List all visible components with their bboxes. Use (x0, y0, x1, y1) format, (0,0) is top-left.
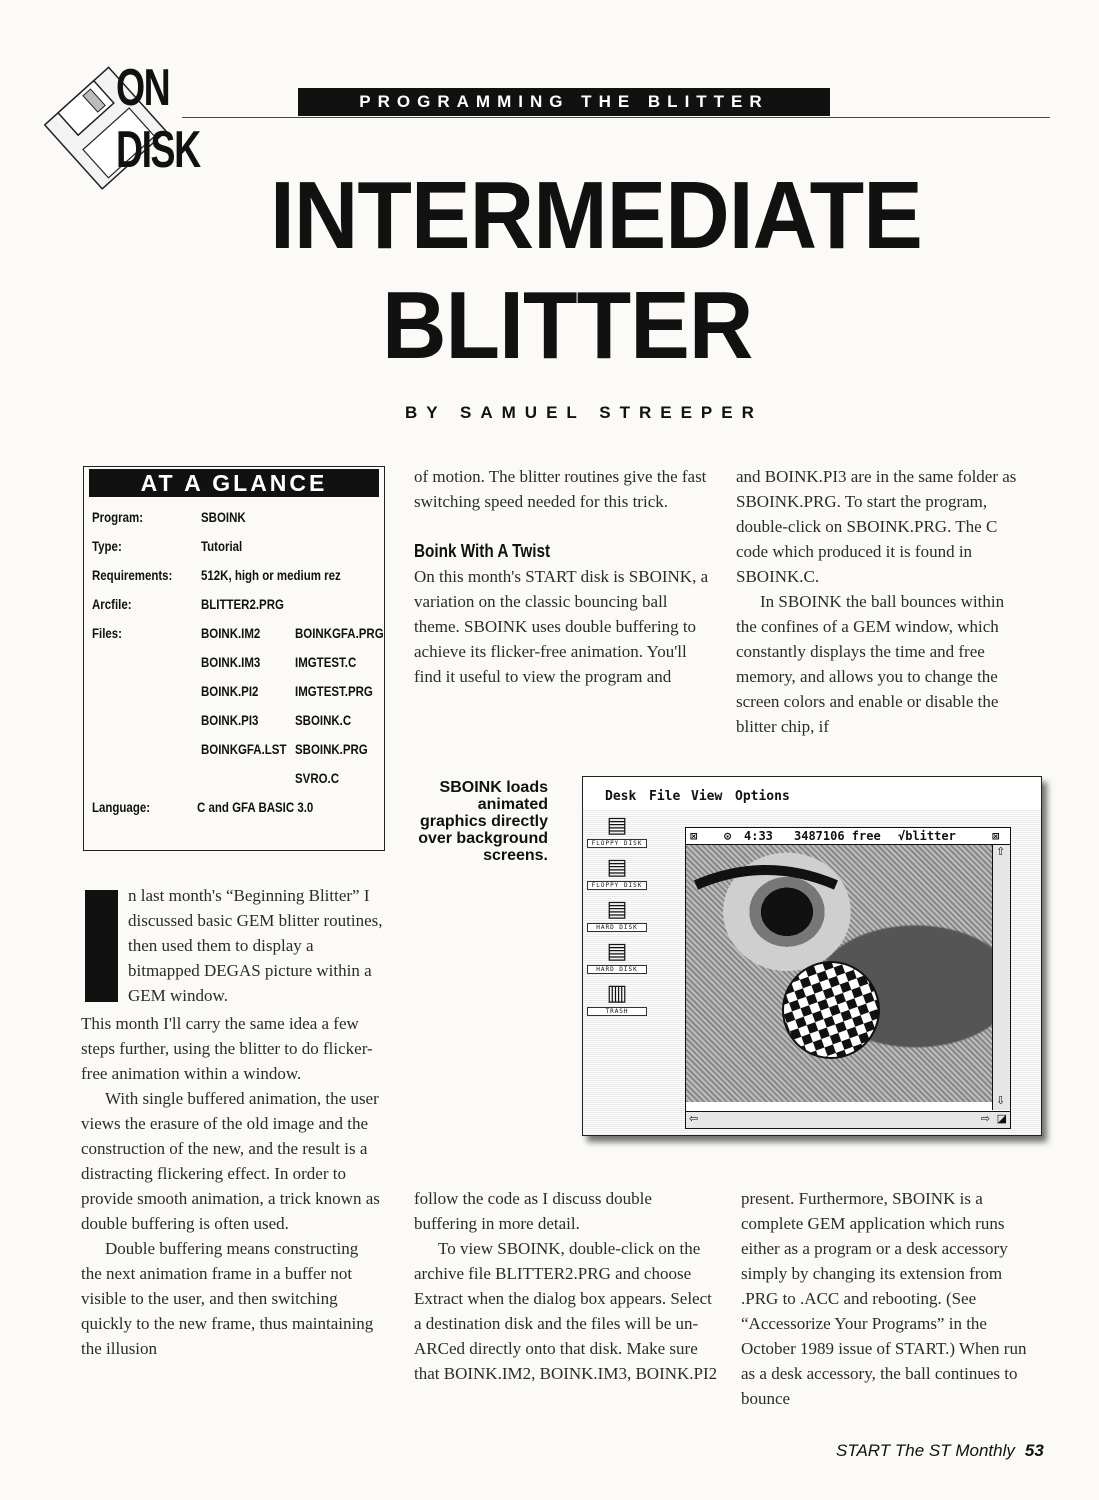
desktop-icon (587, 855, 647, 890)
menu-view: View (691, 789, 723, 804)
glance-value: 512K, high or medium rez (201, 567, 341, 583)
magazine-name: START The ST Monthly (836, 1441, 1015, 1460)
vertical-scrollbar (992, 845, 1010, 1110)
glance-value: SBOINK (201, 509, 246, 525)
paragraph: With single buffered animation, the user views the erasure of the old image and the construction of the new, and the result is a distracting flickering effect. In order to provide smooth animation, a trick known as double buffering is often used. (81, 1089, 380, 1233)
paragraph: On this month's START disk is SBOINK, a variation on the classic bouncing ball theme. SBOINK uses double buffering to achieve its flicker-free animation. You'll find it useful to view the program and (414, 567, 709, 686)
desktop-icon (587, 897, 647, 932)
drop-cap (85, 890, 118, 1002)
blitter-toggle: √blitter (898, 829, 956, 843)
header-rule (182, 117, 1050, 118)
clock-readout: 4:33 (744, 829, 773, 843)
file-name: BOINK.PI2 (201, 683, 259, 699)
desktop-icon (587, 939, 647, 974)
glance-value: C and GFA BASIC 3.0 (197, 799, 314, 815)
window-content-image (686, 845, 992, 1102)
scroll-left-arrow-icon: ⇦ (689, 1112, 699, 1125)
icon-label: FLOPPY DISK (587, 839, 647, 848)
file-name: BOINKGFA.PRG (295, 625, 384, 641)
clock-icon: ⊙ (724, 829, 732, 843)
icon-label: HARD DISK (587, 923, 647, 932)
paragraph: present. Furthermore, SBOINK is a complete GEM application which runs either as a program or a desk accessory simply by changing its extension from .PRG to .ACC and rebooting. (See “Accessorize Your Programs” in the October 1989 issue of START.) When run as a desk accessory, the ball continues to bounce (741, 1189, 1027, 1408)
file-name: BOINKGFA.LST (201, 741, 287, 757)
window-title-bar (686, 828, 1010, 845)
icon-label: HARD DISK (587, 965, 647, 974)
glance-label: Type: (92, 538, 122, 554)
paragraph: This month I'll carry the same idea a few steps further, using the blitter to do flicker-free animation within a window. (81, 1014, 373, 1083)
logo-on: ON (116, 59, 170, 117)
file-name: BOINK.IM2 (201, 625, 261, 641)
glance-label: Language: (92, 799, 151, 815)
file-name: IMGTEST.PRG (295, 683, 373, 699)
logo-disk: DISK (116, 121, 200, 179)
figure-caption: SBOINK loads animated graphics directly over background screens. (418, 779, 548, 864)
column-1-body (81, 1011, 381, 1361)
column-3-top (736, 464, 1026, 739)
column-3-bottom (741, 1186, 1041, 1411)
scroll-down-arrow-icon: ⇩ (996, 1094, 1006, 1107)
page-number: 53 (1024, 1441, 1044, 1460)
glance-value: Tutorial (201, 538, 243, 554)
desktop-icon (587, 981, 647, 1016)
file-name: BOINK.IM3 (201, 654, 261, 670)
title-line-2: BLITTER (382, 272, 753, 379)
on-disk-logo (44, 48, 214, 193)
file-name: SBOINK.C (295, 712, 352, 728)
glance-label: Program: (92, 509, 144, 525)
boink-ball-icon (686, 845, 992, 1102)
paragraph: Double buffering means constructing the next animation frame in a buffer not visible to the user, and then switching quickly to the new frame, thus maintaining the illusion (81, 1239, 374, 1358)
column-1-intro (128, 883, 383, 1008)
glance-label: Files: (92, 625, 122, 641)
memory-readout: 3487106 free (794, 829, 881, 843)
file-name: BOINK.PI3 (201, 712, 259, 728)
glance-header: AT A GLANCE (89, 469, 379, 497)
scroll-up-arrow-icon: ⇧ (996, 845, 1006, 858)
icon-label: TRASH (587, 1007, 647, 1016)
file-name: IMGTEST.C (295, 654, 357, 670)
paragraph: To view SBOINK, double-click on the archive file BLITTER2.PRG and choose Extract when the dialog box appears. Select a destination disk and the files will be un-ARCed directly onto that disk. Make sure that BOINK.IM2, BOINK.IM3, BOINK.PI2 (414, 1239, 718, 1383)
file-name: SVRO.C (295, 770, 340, 786)
icon-label: FLOPPY DISK (587, 881, 647, 890)
paragraph: of motion. The blitter routines give the fast switching speed needed for this trick. (414, 467, 707, 511)
sboink-window (685, 827, 1011, 1129)
gem-menu-bar (583, 777, 1041, 810)
desktop-icon (587, 813, 647, 848)
resize-box-icon: ◪ (996, 1112, 1007, 1125)
title-line-1: INTERMEDIATE (270, 162, 922, 269)
byline: BY SAMUEL STREEPER (405, 403, 763, 422)
drop-cap-letter: I (85, 890, 91, 912)
section-kicker: PROGRAMMING THE BLITTER (298, 88, 830, 116)
glance-label: Arcfile: (92, 596, 132, 612)
hard-disk-drawer-icon: ▤ (606, 939, 628, 964)
page-footer (836, 1441, 1044, 1461)
paragraph: follow the code as I discuss double buffering in more detail. (414, 1189, 652, 1233)
full-box-icon: ⊠ (992, 829, 1000, 843)
scroll-right-arrow-icon: ⇨ (980, 1112, 990, 1125)
paragraph: and BOINK.PI3 are in the same folder as SBOINK.PRG. To start the program, double-click on SBOINK.PRG. The C code which produced it is found in SBOINK.C. (736, 467, 1017, 586)
at-a-glance-box (83, 466, 385, 851)
section-heading: Boink With A Twist (414, 541, 551, 561)
menu-file: File (649, 789, 681, 804)
close-box-icon: ⊠ (690, 829, 698, 843)
floppy-drawer-icon: ▤ (606, 855, 628, 880)
file-name: SBOINK.PRG (295, 741, 368, 757)
horizontal-scrollbar (686, 1111, 1010, 1128)
column-2-bottom (414, 1186, 718, 1386)
paragraph: In SBOINK the ball bounces within the confines of a GEM window, which constantly displays the time and free memory, and allows you to change the screen colors and enable or disable the blitter chip, if (736, 592, 1005, 736)
glance-label: Requirements: (92, 567, 173, 583)
hard-disk-drawer-icon: ▤ (606, 897, 628, 922)
column-2-top (414, 464, 714, 689)
glance-value: BLITTER2.PRG (201, 596, 284, 612)
floppy-drawer-icon: ▤ (606, 813, 628, 838)
menu-desk: Desk (605, 789, 637, 804)
sboink-screenshot (582, 776, 1042, 1136)
paragraph: n last month's “Beginning Blitter” I discussed basic GEM blitter routines, then used them to display a bitmapped DEGAS picture within a GEM window. (128, 886, 383, 1005)
trash-icon: ▥ (606, 981, 628, 1006)
menu-options: Options (735, 789, 790, 804)
